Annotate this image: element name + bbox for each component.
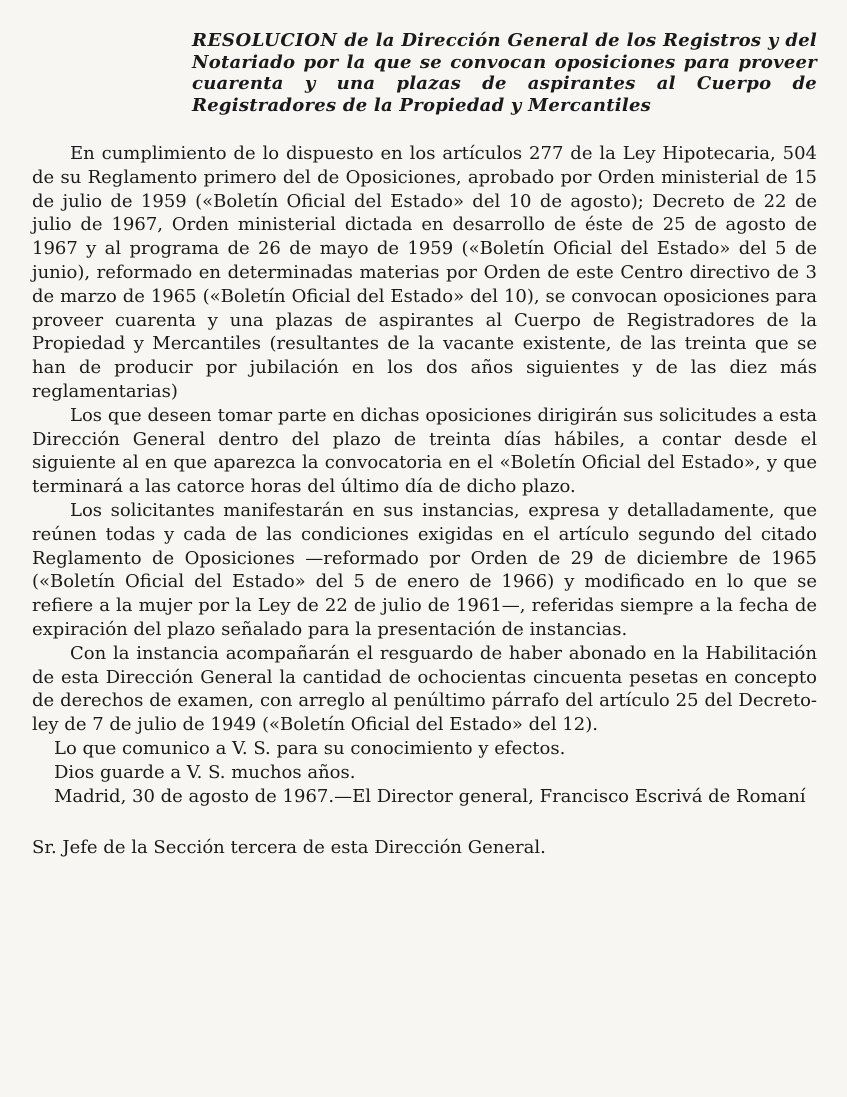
heading-text: de la Dirección General de los Registros y del Notariado por la que se convocan oposiciones para proveer cuarenta y una plazas de aspirantes al Cuerpo de Registradores de la Propiedad y Mercantiles xyxy=(192,30,817,116)
paragraph-condiciones: Los solicitantes manifestarán en sus instancias, expresa y detalladamente, que reúnen todas y cada de las condiciones exigidas en el artículo segundo del citado Reglamento de Oposiciones —reformado por Orden de 29 de diciembre de 1965 («Boletín Oficial del Estado» del 5 de enero de 1966) y modificado en lo que se refiere a la mujer por la Ley de 22 de julio de 1961—, referidas siempre a la fecha de expiración del plazo señalado para la presentación de instancias. xyxy=(32,499,817,640)
addressee-line: Sr. Jefe de la Sección tercera de esta Dirección General. xyxy=(32,837,546,859)
document-body xyxy=(32,142,817,808)
signature-line: Madrid, 30 de agosto de 1967.—El Director general, Francisco Escrivá de Romaní xyxy=(54,785,806,807)
paragraph-solicitudes: Los que deseen tomar parte en dichas oposiciones dirigirán sus solicitudes a esta Dirección General dentro del plazo de treinta días hábiles, a contar desde el siguiente al en que aparezca la convocatoria en el «Boletín Oficial del Estado», y que terminará a las catorce horas del último día de dicho plazo. xyxy=(32,404,817,498)
closing-greeting: Dios guarde a V. S. muchos años. xyxy=(54,761,356,783)
resolution-heading xyxy=(192,30,817,116)
closing-line: Lo que comunico a V. S. para su conocimiento y efectos. xyxy=(54,737,566,759)
paragraph-preamble: En cumplimiento de lo dispuesto en los artículos 277 de la Ley Hipotecaria, 504 de su Reglamento primero del de Oposiciones, aprobado por Orden ministerial de 15 de julio de 1959 («Boletín Oficial del Estado» del 10 de agosto); Decreto de 22 de julio de 1967, Orden ministerial dictada en desarrollo de éste de 25 de agosto de 1967 y al programa de 26 de mayo de 1959 («Boletín Oficial del Estado» del 5 de junio), reformado en determinadas materias por Orden de este Centro directivo de 3 de marzo de 1965 («Boletín Oficial del Estado» del 10), se convocan oposiciones para proveer cuarenta y una plazas de aspirantes al Cuerpo de Registradores de la Propiedad y Mercantiles (resultantes de la vacante existente, de las treinta que se han de producir por jubilación en los dos años siguientes y de las diez más reglamentarias) xyxy=(32,143,817,402)
paragraph-derechos-examen: Con la instancia acompañarán el resguardo de haber abonado en la Habilitación de esta Dirección General la cantidad de ochocientas cincuenta pesetas en concepto de derechos de examen, con arreglo al penúltimo párrafo del artículo 25 del Decreto-ley de 7 de julio de 1949 («Boletín Oficial del Estado» del 12). xyxy=(32,642,817,736)
heading-lead: RESOLUCION xyxy=(192,30,338,51)
